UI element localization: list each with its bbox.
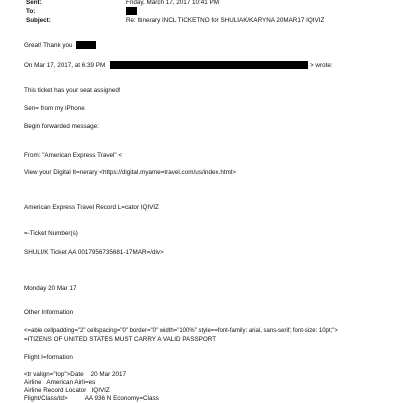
to-redaction — [126, 7, 137, 15]
from-line: From: "American Express Travel" < — [24, 152, 123, 159]
other-info-heading: Other Information — [24, 309, 73, 316]
sent-value: Friday, March 17, 2017 10:41 PM — [126, 0, 219, 6]
greeting-redaction — [76, 41, 96, 49]
view-itinerary-line: View your Digital It=nerary <https://digital.myame=travel.com/us/index.html> — [24, 169, 236, 176]
subject-value: Re: Itinerary INCL TICKETNO for SHULIAK/KARYNA 20MAR17 IQIVIZ — [126, 17, 325, 24]
flight-date-line: <tr valign="top">Date 20 Mar 2017 — [24, 371, 126, 378]
subject-label: Subject: — [26, 17, 51, 24]
seat-line: This ticket has your seat assigned! — [24, 87, 121, 94]
greeting-text: Great! Thank you — [24, 42, 73, 49]
sent-from-line: Sen= from my iPhone — [24, 105, 85, 112]
table-markup-line: <=able cellpadding="2" cellspacing="0" border="0" width="100%" style==font-family: arial, sans-serif; font-size: 10pt;"> — [24, 328, 338, 334]
flight-class-line: Flight/Class/td> AA 936 N Economy=Class — [24, 395, 159, 402]
date-line: Monday 20 Mar 17 — [24, 285, 77, 292]
flight-info-heading: Flight I=formation — [24, 354, 73, 361]
record-locator-line: American Express Travel Record L=cator IQIVIZ — [24, 204, 159, 211]
quote-redaction — [110, 61, 308, 69]
passport-line: =ITIZENS OF UNITED STATES MUST CARRY A VALID PASSPORT — [24, 336, 217, 343]
quote-suffix: > wrote: — [310, 62, 333, 69]
ticket-numbers-heading: =-Ticket Number(s) — [24, 230, 78, 237]
sent-label: Sent: — [26, 0, 42, 6]
airline-locator-line: Airline Record Locator IQIVIZ — [24, 387, 110, 394]
airline-line: Airline American Airli=es — [24, 379, 96, 386]
quote-prefix: On Mar 17, 2017, at 6:39 PM — [24, 62, 106, 69]
forwarded-line: Begin forwarded message: — [24, 123, 99, 130]
to-label: To: — [26, 8, 36, 15]
ticket-line: SHULI/K Ticket AA 0017956735681-17MAR=/div> — [24, 249, 164, 256]
